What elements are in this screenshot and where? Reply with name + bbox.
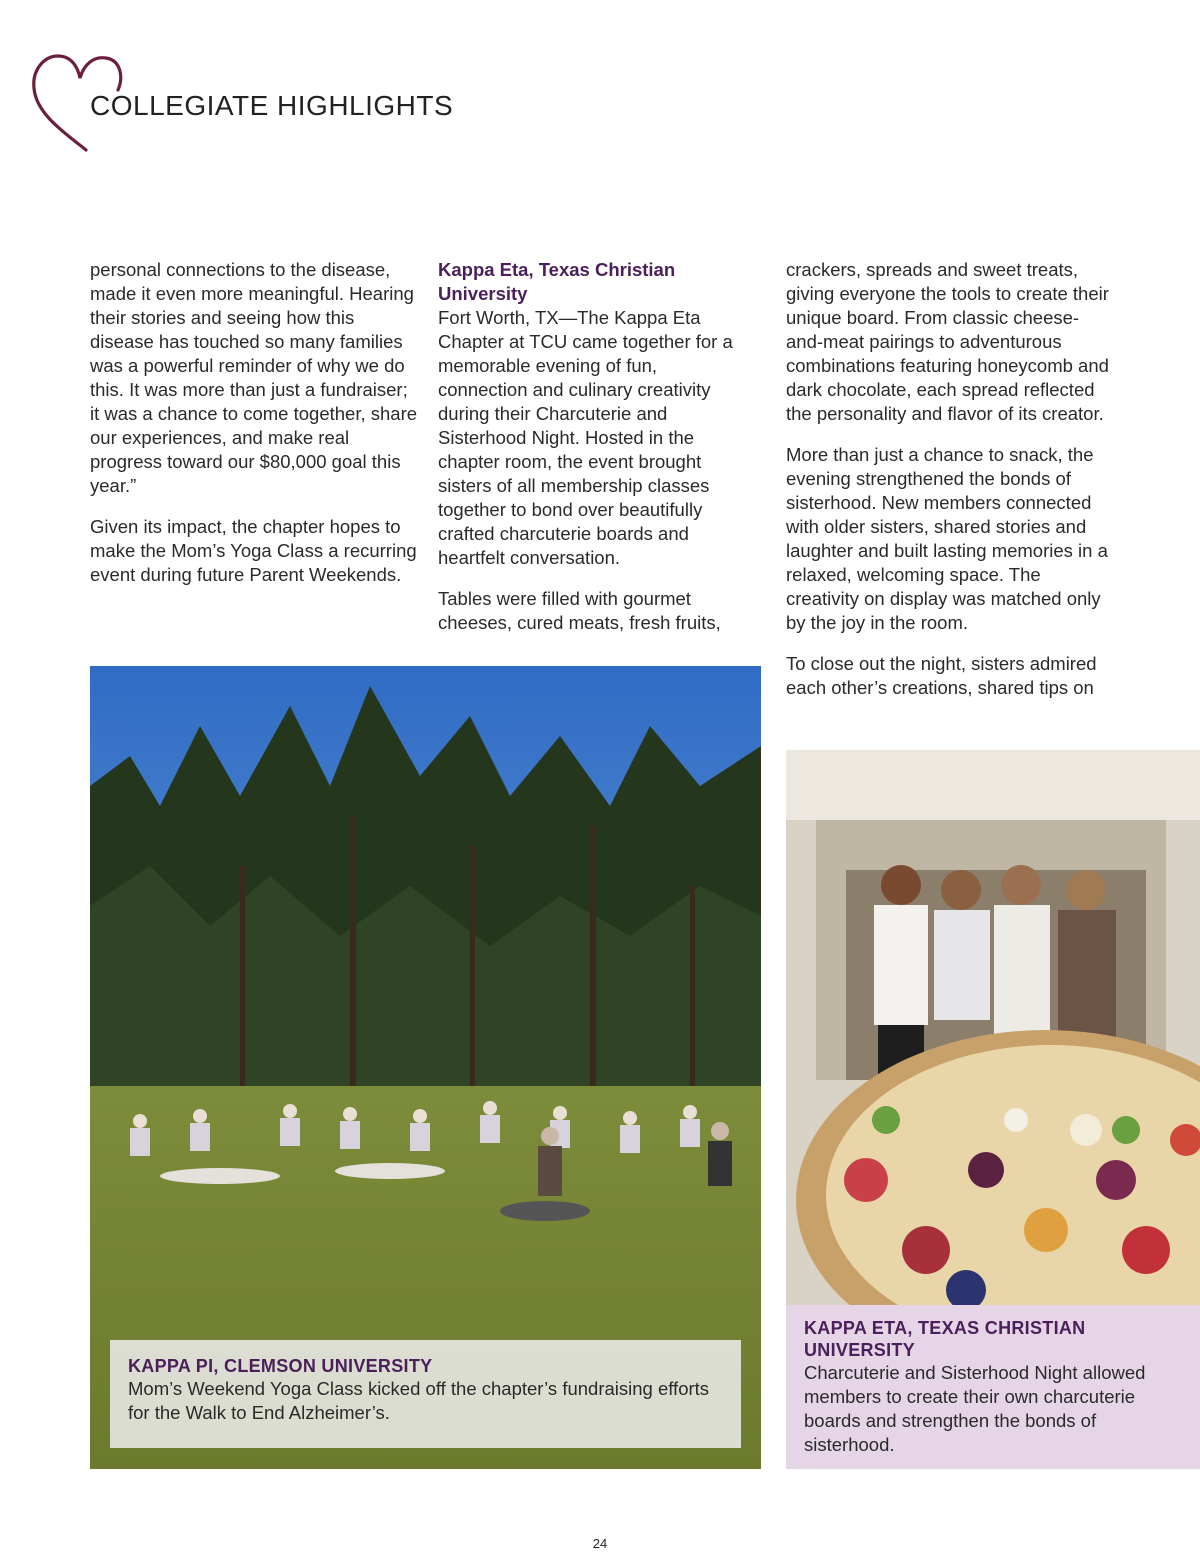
paragraph: crackers, spreads and sweet treats, giving everyone the tools to create their unique board. From classic cheese-and-meat pairings to adventurous combinations featuring honeycomb and dark chocolate, each spread reflected the personality and flavor of its creator. xyxy=(786,259,1109,424)
paragraph: Fort Worth, TX—The Kappa Eta Chapter at TCU came together for a memorable evening of fun, connection and culinary creativity during their Charcuterie and Sisterhood Night. Hosted in the chapter room, the event brought sisters of all membership classes together to bond over beautifully crafted charcuterie boards and heartfelt conversation. xyxy=(438,307,733,568)
page-number: 24 xyxy=(592,1536,608,1551)
article-column-2 xyxy=(438,258,738,652)
paragraph: Given its impact, the chapter hopes to make the Mom’s Yoga Class a recurring event during future Parent Weekends. xyxy=(90,516,417,585)
caption-text: Mom’s Weekend Yoga Class kicked off the chapter’s fundraising efforts for the Walk to End Alzheimer’s. xyxy=(128,1378,710,1423)
paragraph: Tables were filled with gourmet cheeses, cured meats, fresh fruits, xyxy=(438,588,721,633)
charcuterie-night-photo xyxy=(786,750,1200,1305)
caption-title: KAPPA PI, CLEMSON UNIVERSITY xyxy=(128,1356,433,1376)
caption-text: Charcuterie and Sisterhood Night allowed members to create their own charcuterie boards and strengthen the bonds of sisterhood. xyxy=(804,1362,1146,1455)
charcuterie-photo-caption xyxy=(786,1305,1200,1469)
paragraph: personal connections to the disease, made it even more meaningful. Hearing their stories and seeing how this disease has touched so many families was a powerful reminder of why we do this. It was more than just a fundraiser; it was a chance to come together, share our experiences, and make real progress toward our $80,000 goal this year.” xyxy=(90,259,418,496)
article-column-1 xyxy=(90,258,420,604)
yoga-photo-caption xyxy=(110,1340,741,1448)
article-column-3 xyxy=(786,258,1116,717)
paragraph: More than just a chance to snack, the evening strengthened the bonds of sisterhood. New members connected with older sisters, shared stories and laughter and built lasting memories in a relaxed, welcoming space. The creativity on display was matched only by the joy in the room. xyxy=(786,444,1108,633)
section-title: COLLEGIATE HIGHLIGHTS xyxy=(90,90,454,121)
paragraph: To close out the night, sisters admired each other’s creations, shared tips on xyxy=(786,653,1097,698)
story-heading: Kappa Eta, Texas Christian University xyxy=(438,259,676,304)
caption-title: KAPPA ETA, TEXAS CHRISTIAN UNIVERSITY xyxy=(804,1318,1086,1360)
